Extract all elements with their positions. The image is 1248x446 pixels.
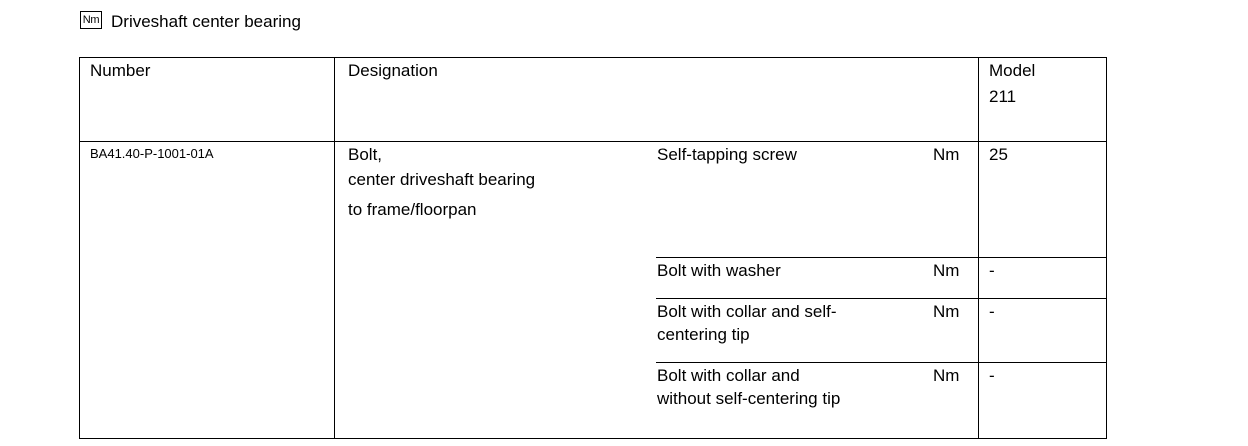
fastener-name: Bolt with washer <box>657 261 781 280</box>
column-divider-number <box>334 57 335 439</box>
page-title: Driveshaft center bearing <box>111 12 301 31</box>
column-divider-model <box>978 57 979 439</box>
fastener-unit: Nm <box>933 302 960 321</box>
torque-nm-icon: Nm <box>80 11 102 29</box>
designation-line: center driveshaft bearing <box>348 170 536 189</box>
designation-line: to frame/floorpan <box>348 200 477 219</box>
header-model: Model <box>989 61 1036 80</box>
fastener-name: Self-tapping screw <box>657 145 797 164</box>
designation-line: Bolt, <box>348 145 383 164</box>
header-designation: Designation <box>348 61 438 80</box>
header-model-number: 211 <box>989 87 1017 106</box>
fastener-name: Bolt with collar and self- <box>657 302 837 321</box>
header-number: Number <box>90 61 151 80</box>
fastener-divider-2 <box>656 298 1107 299</box>
fastener-name: without self-centering tip <box>657 389 841 408</box>
row-number: BA41.40-P-1001-01A <box>90 146 214 161</box>
fastener-torque-value: 25 <box>989 145 1008 164</box>
fastener-torque-value: - <box>989 261 995 280</box>
header-divider <box>79 141 1107 142</box>
fastener-unit: Nm <box>933 261 960 280</box>
fastener-name: centering tip <box>657 325 750 344</box>
fastener-unit: Nm <box>933 145 960 164</box>
fastener-divider-1 <box>656 257 1107 258</box>
fastener-torque-value: - <box>989 302 995 321</box>
page-header <box>80 9 301 35</box>
fastener-name: Bolt with collar and <box>657 366 800 385</box>
fastener-unit: Nm <box>933 366 960 385</box>
fastener-divider-3 <box>656 362 1107 363</box>
fastener-torque-value: - <box>989 366 995 385</box>
